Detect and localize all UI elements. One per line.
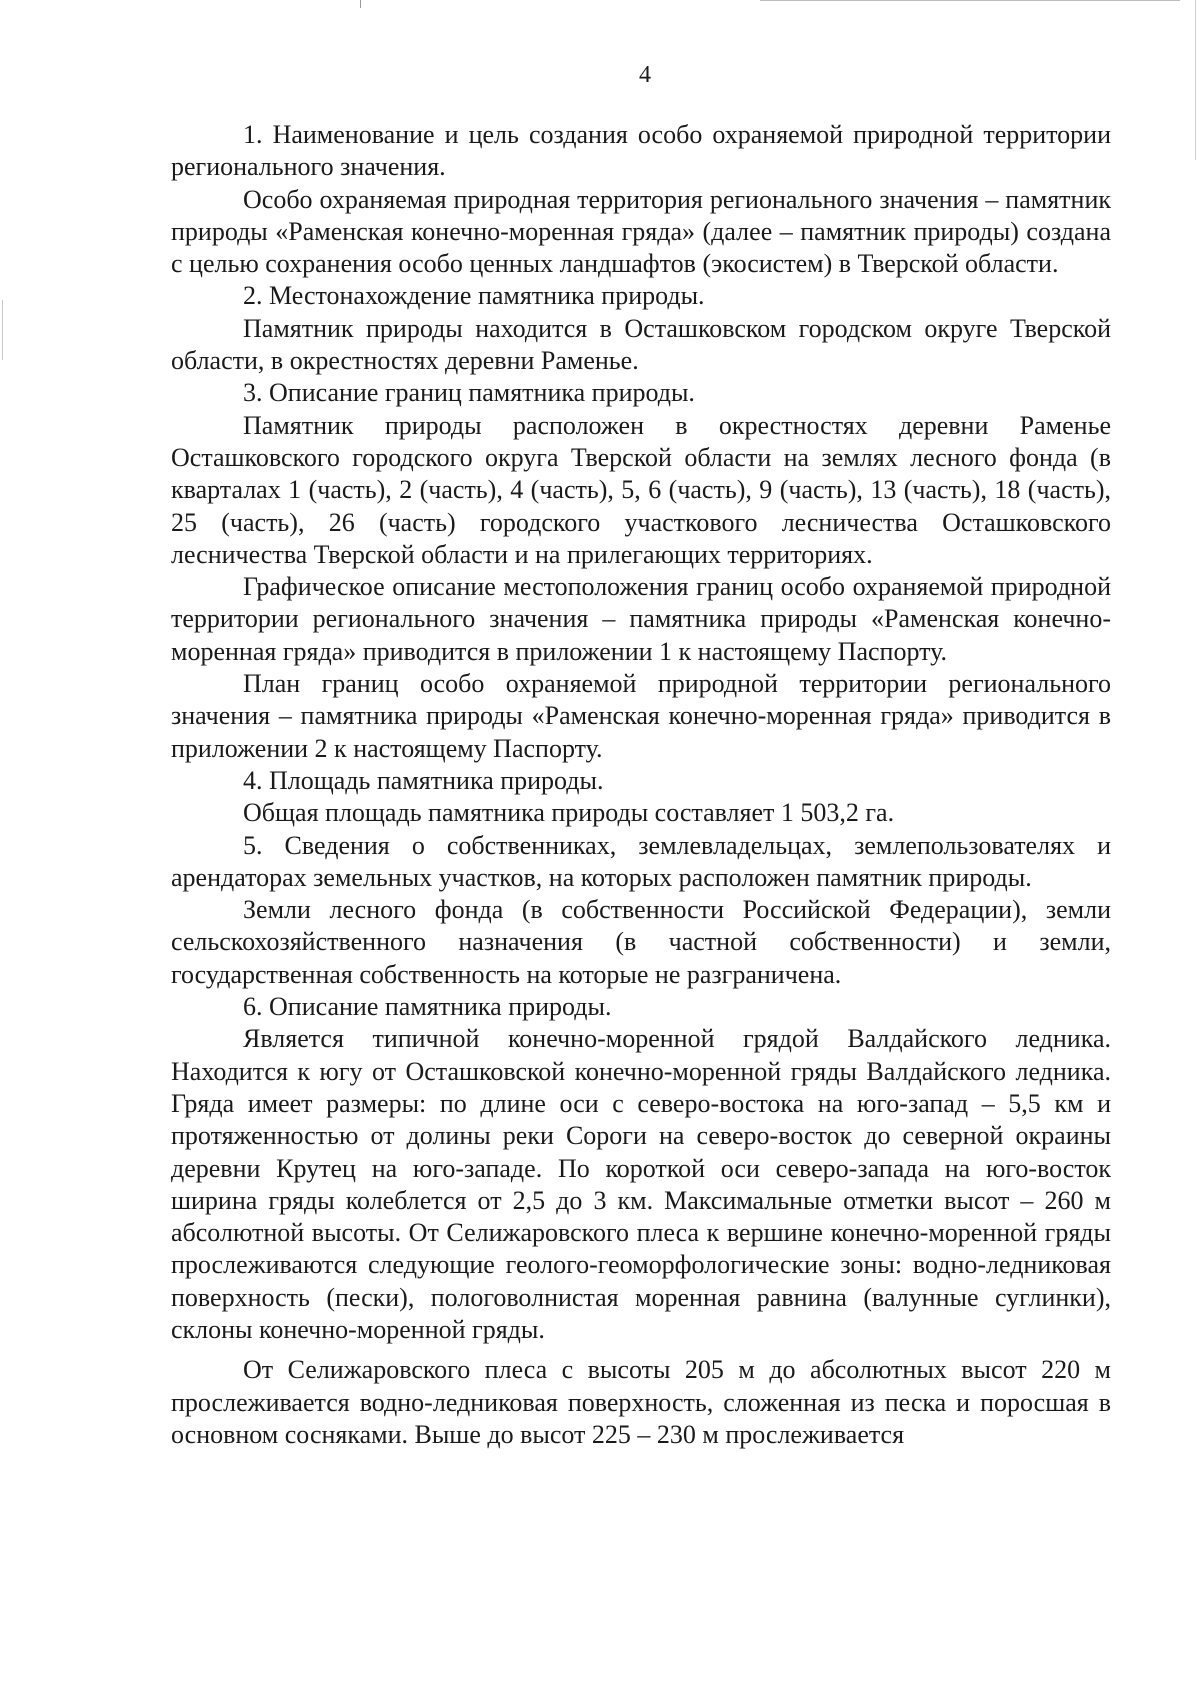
section-heading-6: 6. Описание памятника природы. bbox=[243, 992, 612, 1022]
paragraph-boundary-plan: План границ особо охраняемой природной территории регионального значения – памятника природы «Раменская конечно-моренная гряда» приводится в приложении 2 к настоящему Паспорту. bbox=[171, 669, 1111, 763]
page-number: 4 bbox=[639, 62, 651, 88]
paragraph-land-ownership: Земли лесного фонда (в собственности Российской Федерации), земли сельскохозяйственного назначения (в частной собственности) и земли, государственная собственность на которые не разграничена. bbox=[171, 895, 1111, 989]
document-body bbox=[171, 119, 1111, 1451]
paragraph-boundaries: Памятник природы расположен в окрестностях деревни Раменье Осташковского городского округа Тверской области на землях лесного фонда (в кварталах 1 (часть), 2 (часть), 4 (часть), 5, 6 (часть), 9 (часть), 13 (часть), 18 (часть), 25 (часть), 26 (часть) городского участкового лесничества Осташковского лесничества Тверской области и на прилегающих территориях. bbox=[171, 410, 1111, 569]
scan-artifact-left-edge bbox=[2, 300, 3, 360]
section-heading-2: 2. Местонахождение памятника природы. bbox=[243, 281, 705, 311]
paragraph-graphic-description: Графическое описание местоположения границ особо охраняемой природной территории регионального значения – памятника природы «Раменская конечно-моренная гряда» приводится в приложении 1 к настоящему Паспорту. bbox=[171, 572, 1111, 666]
paragraph-description: Является типичной конечно-моренной грядой Валдайского ледника. Находится к югу от Осташковской конечно-моренной гряды Валдайского ледника. Гряда имеет размеры: по длине оси с северо-востока на юго-запад – 5,5 км и протяженностью от долины реки Сороги на северо-восток до северной окраины деревни Крутец на юго-западе. По короткой оси северо-запада на юго-восток ширина гряды колеблется от 2,5 до 3 км. Максимальные отметки высот – 260 м абсолютной высоты. От Селижаровского плеса к вершине конечно-моренной гряды прослеживаются следующие геолого-геоморфологические зоны: водно-ледниковая поверхность (пески), пологоволнистая моренная равнина (валунные суглинки), склоны конечно-моренной гряды. bbox=[171, 1024, 1111, 1344]
section-heading-4: 4. Площадь памятника природы. bbox=[243, 765, 604, 795]
scan-artifact-tick bbox=[360, 0, 361, 8]
paragraph-purpose: Особо охраняемая природная территория регионального значения – памятник природы «Раменская конечно-моренная гряда» (далее – памятник природы) создана с целью сохранения особо ценных ландшафтов (экосистем) в Тверской области. bbox=[171, 184, 1111, 279]
paragraph-area: Общая площадь памятника природы составляет 1 503,2 га. bbox=[243, 798, 895, 828]
paragraph-location: Памятник природы находится в Осташковском городском округе Тверской области, в окрестностях деревни Раменье. bbox=[171, 313, 1111, 376]
section-heading-1: 1. Наименование и цель создания особо охраняемой природной территории регионального значения. bbox=[171, 120, 1111, 182]
section-heading-5: 5. Сведения о собственниках, землевладельцах, землепользователях и арендаторах земельных участков, на которых расположен памятник природы. bbox=[171, 830, 1111, 892]
paragraph-zones: От Селижаровского плеса с высоты 205 м до абсолютных высот 220 м прослеживается водно-ледниковая поверхность, сложенная из песка и поросшая в основном сосняками. Выше до высот 225 – 230 м прослеживается bbox=[171, 1355, 1111, 1449]
section-heading-3: 3. Описание границ памятника природы. bbox=[243, 378, 695, 408]
scan-artifact-line bbox=[760, 0, 1180, 1]
